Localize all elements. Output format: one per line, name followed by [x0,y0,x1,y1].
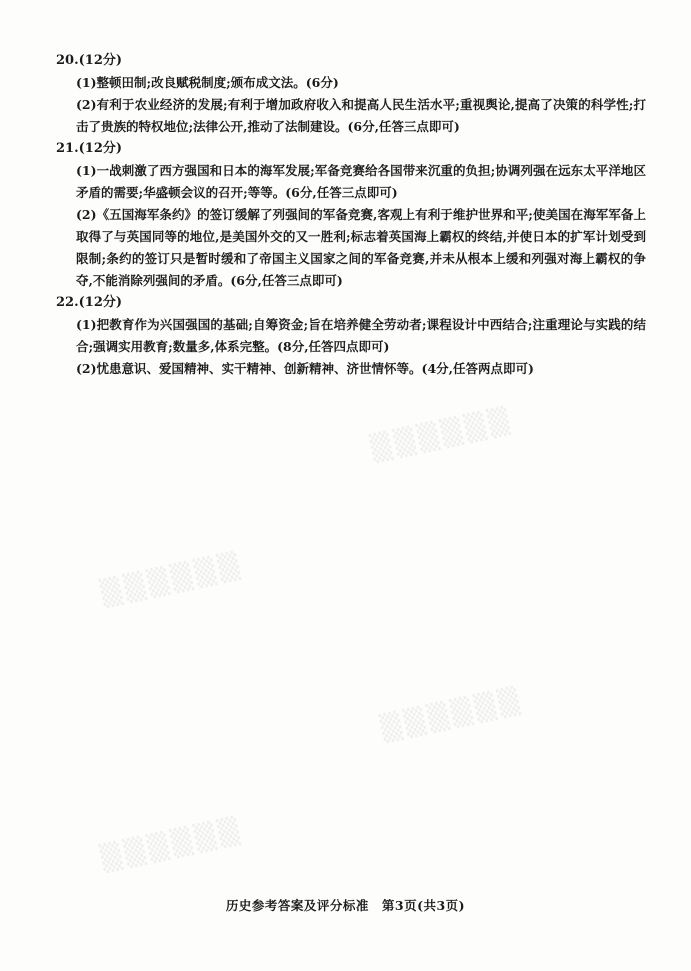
answer-content [56,50,646,380]
answer-item: (1)把教育作为兴国强国的基础;自筹资金;旨在培养健全劳动者;课程设计中西结合;注重理论与实践的结合;强调实用教育;数量多,体系完整。(8分,任答四点即可) [76,317,646,354]
answer-item: (2)忧患意识、爱国精神、实干精神、创新精神、济世情怀等。(4分,任答两点即可) [76,361,534,376]
question-heading: 22.(12分) [56,295,123,310]
answer-item: (2)有利于农业经济的发展;有利于增加政府收入和提高人民生活水平;重视舆论,提高了决策的科学性;打击了贵族的特权地位;法律公开,推动了法制建设。(6分,任答三点即可) [76,97,646,134]
question-20 [56,50,646,138]
question-heading: 21.(12分) [56,141,123,156]
faint-watermark-2: ▒▒▒▒▒▒ [98,550,246,610]
question-heading: 20.(12分) [56,53,123,68]
question-21 [56,138,646,292]
question-22 [56,292,646,380]
answer-item: (2)《五国海军条约》的签订缓解了列强间的军备竞赛,客观上有利于维护世界和平;使美国在海军军备上取得了与英国同等的地位,是美国外交的又一胜利;标志着英国海上霸权的终结,并使日本的扩军计划受到限制;条约的签订只是暂时缓和了帝国主义国家之间的军备竞赛,并未从根本上缓和列强对海上霸权的争夺,不能消除列强间的矛盾。(6分,任答三点即可) [76,207,646,288]
faint-watermark-4: ▒▒▒▒▒▒ [98,815,246,875]
page-footer: 历史参考答案及评分标准 第3页(共3页) [225,898,466,913]
faint-watermark-1: ▒▒▒▒▒▒ [368,405,516,465]
answer-item: (1)一战刺激了西方强国和日本的海军发展;军备竞赛给各国带来沉重的负担;协调列强在远东太平洋地区矛盾的需要;华盛顿会议的召开;等等。(6分,任答三点即可) [76,163,646,200]
answer-item: (1)整顿田制;改良赋税制度;颁布成文法。(6分) [76,75,339,90]
faint-watermark-3: ▒▒▒▒▒▒ [378,685,526,745]
